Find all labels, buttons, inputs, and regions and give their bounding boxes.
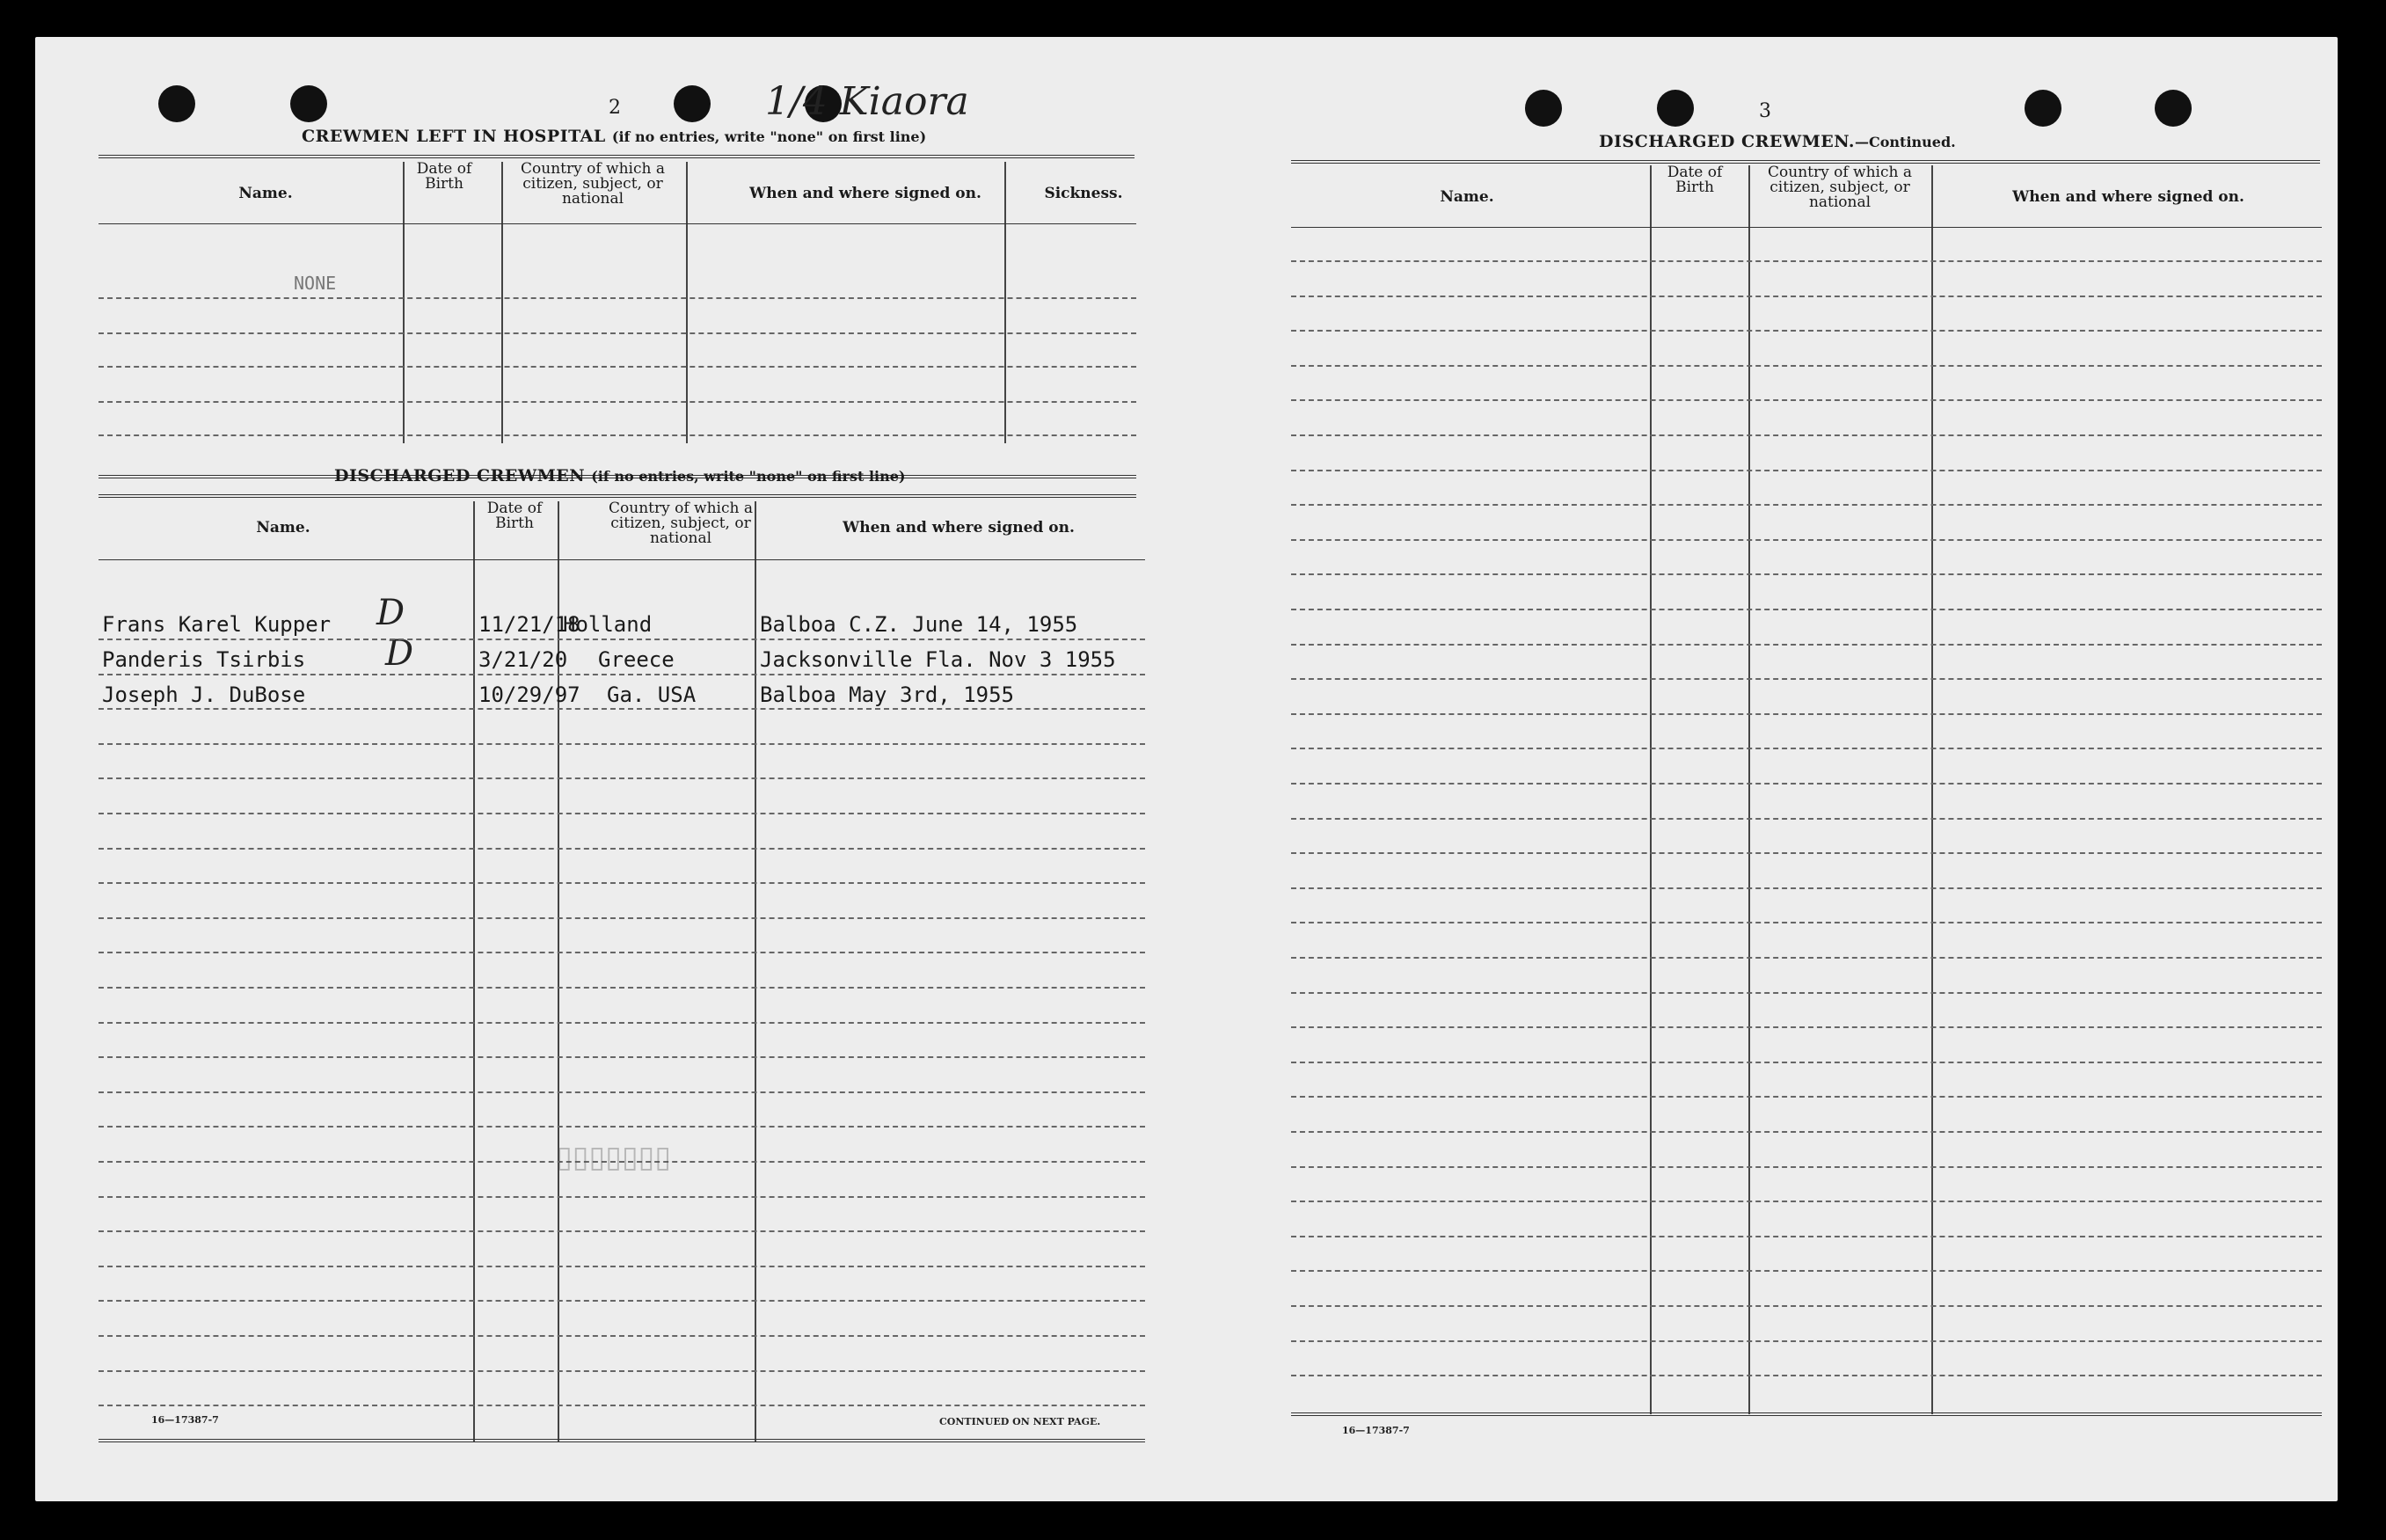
entry-line (1291, 1096, 2322, 1098)
right-discharged-table (1291, 165, 2322, 1458)
entry-line (1291, 957, 2322, 959)
entry-line (99, 332, 1136, 334)
right-col-name: Name. (1440, 188, 1494, 206)
left-page (35, 37, 1187, 1501)
entry-line (99, 1300, 1145, 1302)
hospital-first-entry: NONE (294, 273, 337, 294)
punch-hole (158, 85, 195, 122)
punch-hole (1525, 90, 1562, 127)
continued-note: CONTINUED ON NEXT PAGE. (939, 1416, 1101, 1427)
column-divider (1931, 165, 1933, 1414)
entry-line (1291, 573, 2322, 575)
entry-line (1291, 922, 2322, 923)
right-title-suffix: —Continued. (1855, 134, 1956, 150)
entry-line (1291, 1131, 2322, 1133)
page-number: 3 (1759, 100, 1771, 122)
crew-country: Ga. USA (607, 682, 697, 707)
entry-line (99, 1266, 1145, 1267)
entry-line (1291, 434, 2322, 436)
entry-line (99, 1370, 1145, 1372)
hospital-table (99, 162, 1136, 483)
entry-line (1291, 260, 2322, 262)
entry-line (99, 1335, 1145, 1337)
entry-line (1291, 1375, 2322, 1376)
hospital-col-signed: When and where signed on. (749, 185, 981, 202)
crew-country: Greece (598, 647, 675, 672)
crew-country: Holland (563, 612, 653, 637)
form-number: 16—17387-7 (1342, 1425, 1410, 1436)
entry-line (99, 434, 1136, 436)
right-title-text: DISCHARGED CREWMEN. (1599, 132, 1856, 151)
crew-name: Joseph J. DuBose (102, 682, 306, 707)
discharged-instruction: (if no entries, write "none" on first line) (591, 468, 906, 485)
entry-line (1291, 852, 2322, 854)
entry-line (1291, 887, 2322, 889)
entry-line (99, 743, 1145, 745)
crew-name: Panderis Tsirbis (102, 647, 306, 672)
entry-line (1291, 1062, 2322, 1063)
faint-stamp: ▯▯▯▯▯▯▯ (556, 1143, 671, 1179)
discharged-col-dob: Date of Birth (486, 500, 543, 532)
entry-line (99, 1091, 1145, 1093)
entry-line (99, 952, 1145, 953)
discharged-col-name: Name. (256, 519, 310, 536)
discharged-table (99, 501, 1145, 1456)
right-col-country: Country of which a citizen, subject, or national (1768, 164, 1912, 211)
hospital-col-name: Name. (238, 185, 293, 202)
handwritten-vessel-name: 1/4 Kiaora (765, 79, 969, 124)
entry-line (1291, 783, 2322, 785)
crew-name: Frans Karel Kupper (102, 612, 332, 637)
hospital-section-title (302, 127, 926, 146)
entry-line (99, 882, 1145, 884)
entry-line (1291, 713, 2322, 715)
entry-line (99, 708, 1145, 710)
crew-dob: 10/29/97 (478, 682, 580, 707)
entry-line (1291, 1201, 2322, 1202)
column-divider (1748, 165, 1750, 1414)
entry-line (99, 674, 1145, 675)
punch-hole (674, 85, 711, 122)
entry-line (99, 639, 1145, 640)
page-number: 2 (609, 97, 621, 119)
crew-dob: 3/21/20 (478, 647, 568, 672)
form-number: 16—17387-7 (151, 1414, 219, 1426)
entry-line (99, 401, 1136, 403)
entry-line (99, 987, 1145, 989)
punch-hole (1657, 90, 1694, 127)
entry-line (99, 1022, 1145, 1024)
entry-line (1291, 748, 2322, 749)
entry-line (1291, 1340, 2322, 1342)
crew-dob: 11/21/18 (478, 612, 580, 637)
right-section-title (1599, 132, 1956, 151)
discharge-mark: D (385, 633, 414, 674)
entry-line (99, 1196, 1145, 1198)
entry-line (99, 1056, 1145, 1058)
discharged-title-text: DISCHARGED CREWMEN (334, 466, 586, 485)
entry-line (1291, 644, 2322, 646)
right-col-signed: When and where signed on. (2012, 188, 2244, 206)
entry-line (1291, 1236, 2322, 1237)
entry-line (99, 1126, 1145, 1128)
entry-line (99, 813, 1145, 814)
discharged-bottom-rule (99, 1439, 1145, 1445)
discharged-col-country: Country of which a citizen, subject, or national (609, 500, 753, 547)
entry-line (1291, 504, 2322, 506)
entry-line (1291, 678, 2322, 680)
entry-line (1291, 1270, 2322, 1272)
right-page (1187, 37, 2338, 1501)
punch-hole (2155, 90, 2192, 127)
entry-line (1291, 365, 2322, 367)
entry-line (1291, 609, 2322, 610)
discharged-section-title (334, 466, 905, 485)
crew-signed-on: Jacksonville Fla. Nov 3 1955 (760, 647, 1116, 672)
header-rule (99, 223, 1136, 224)
discharged-col-signed: When and where signed on. (843, 519, 1075, 536)
entry-line (1291, 1166, 2322, 1168)
header-rule (99, 559, 1145, 560)
hospital-col-sickness: Sickness. (1044, 185, 1123, 202)
entry-line (1291, 330, 2322, 332)
entry-line (99, 777, 1145, 779)
entry-line (1291, 539, 2322, 541)
entry-line (1291, 992, 2322, 994)
entry-line (1291, 818, 2322, 820)
entry-line (99, 1230, 1145, 1232)
hospital-col-dob: Date of Birth (416, 160, 472, 193)
hospital-title-text: CREWMEN LEFT IN HOSPITAL (302, 127, 606, 146)
entry-line (99, 366, 1136, 368)
crew-signed-on: Balboa May 3rd, 1955 (760, 682, 1014, 707)
discharge-mark: D (376, 593, 405, 633)
entry-line (1291, 1026, 2322, 1028)
entry-line (99, 297, 1136, 299)
punch-hole (2025, 90, 2061, 127)
column-divider (1650, 165, 1652, 1414)
crew-signed-on: Balboa C.Z. June 14, 1955 (760, 612, 1078, 637)
entry-line (99, 848, 1145, 850)
entry-line (1291, 399, 2322, 401)
header-rule (1291, 227, 2322, 228)
punch-hole (290, 85, 327, 122)
entry-line (99, 1405, 1145, 1406)
hospital-col-country: Country of which a citizen, subject, or national (521, 160, 665, 208)
entry-line (1291, 1305, 2322, 1307)
entry-line (1291, 296, 2322, 297)
right-col-dob: Date of Birth (1667, 164, 1723, 196)
entry-line (99, 917, 1145, 919)
entry-line (1291, 470, 2322, 471)
hospital-instruction: (if no entries, write "none" on first line) (611, 128, 927, 145)
document-sheet (35, 37, 2338, 1501)
right-bottom-rule (1291, 1412, 2322, 1419)
